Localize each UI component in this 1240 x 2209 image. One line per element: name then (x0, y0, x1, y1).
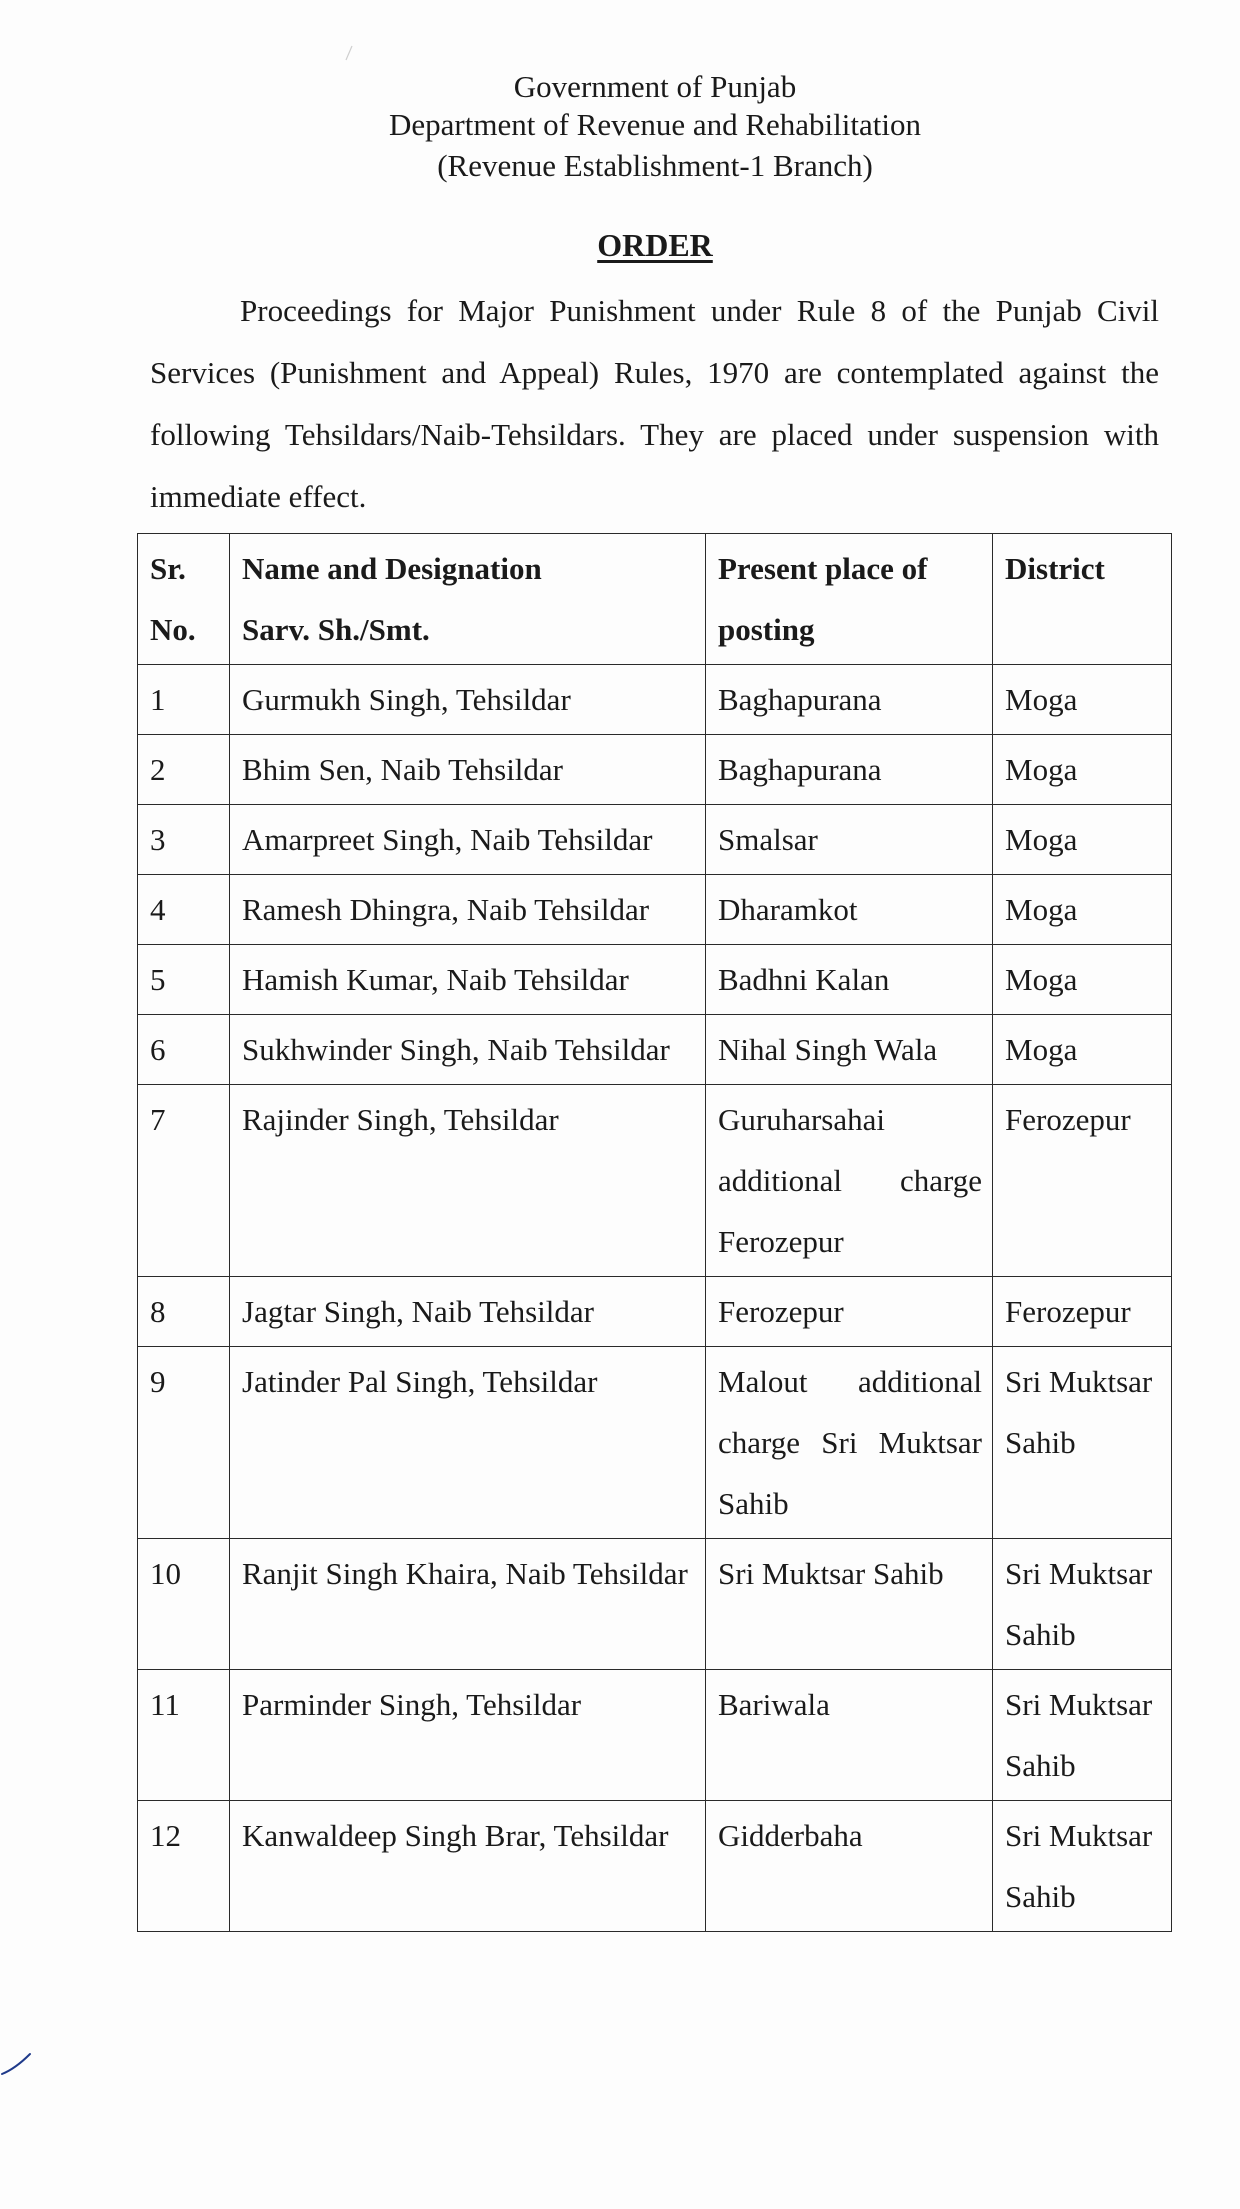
cell-posting: Baghapurana (706, 665, 993, 735)
cell-district: Sri Muktsar Sahib (993, 1801, 1172, 1932)
cell-district: Ferozepur (993, 1277, 1172, 1347)
table-row (138, 1801, 1172, 1932)
table-row (138, 665, 1172, 735)
cell-name: Rajinder Singh, Tehsildar (230, 1085, 706, 1277)
cell-sr: 2 (138, 735, 230, 805)
table-row (138, 805, 1172, 875)
cell-name: Parminder Singh, Tehsildar (230, 1670, 706, 1801)
scan-mark (342, 44, 356, 64)
header-department: Department of Revenue and Rehabilitation (389, 107, 921, 142)
cell-posting: Malout additional charge Sri Muktsar Sahib (706, 1347, 993, 1539)
cell-posting: Bariwala (706, 1670, 993, 1801)
header-sr-label: Sr. (150, 551, 186, 586)
cell-district: Moga (993, 875, 1172, 945)
cell-name: Jatinder Pal Singh, Tehsildar (230, 1347, 706, 1539)
signature-stroke (0, 2040, 40, 2080)
suspension-table (137, 533, 1172, 1932)
cell-name: Sukhwinder Singh, Naib Tehsildar (230, 1015, 706, 1085)
cell-name: Amarpreet Singh, Naib Tehsildar (230, 805, 706, 875)
cell-name: Ranjit Singh Khaira, Naib Tehsildar (230, 1539, 706, 1670)
header-name-designation (230, 534, 706, 665)
cell-sr: 8 (138, 1277, 230, 1347)
cell-posting: Dharamkot (706, 875, 993, 945)
cell-posting: Guruharsahai additional charge Ferozepur (706, 1085, 993, 1277)
cell-district: Moga (993, 945, 1172, 1015)
cell-sr: 11 (138, 1670, 230, 1801)
table-row (138, 1277, 1172, 1347)
cell-sr: 5 (138, 945, 230, 1015)
cell-name: Kanwaldeep Singh Brar, Tehsildar (230, 1801, 706, 1932)
cell-posting: Sri Muktsar Sahib (706, 1539, 993, 1670)
cell-sr: 9 (138, 1347, 230, 1539)
table-header-row (138, 534, 1172, 665)
cell-posting: Gidderbaha (706, 1801, 993, 1932)
order-title: ORDER (597, 227, 713, 263)
cell-posting: Baghapurana (706, 735, 993, 805)
cell-posting: Smalsar (706, 805, 993, 875)
cell-posting: Ferozepur (706, 1277, 993, 1347)
cell-posting: Nihal Singh Wala (706, 1015, 993, 1085)
cell-name: Bhim Sen, Naib Tehsildar (230, 735, 706, 805)
header-sarv-label: Sarv. Sh./Smt. (242, 612, 430, 647)
header-district: District (993, 534, 1172, 665)
cell-district: Moga (993, 735, 1172, 805)
cell-name: Jagtar Singh, Naib Tehsildar (230, 1277, 706, 1347)
cell-district: Sri Muktsar Sahib (993, 1539, 1172, 1670)
cell-name: Hamish Kumar, Naib Tehsildar (230, 945, 706, 1015)
cell-district: Sri Muktsar Sahib (993, 1347, 1172, 1539)
cell-sr: 3 (138, 805, 230, 875)
cell-sr: 7 (138, 1085, 230, 1277)
header-government: Government of Punjab (513, 69, 797, 104)
cell-name: Ramesh Dhingra, Naib Tehsildar (230, 875, 706, 945)
cell-district: Moga (993, 805, 1172, 875)
cell-posting: Badhni Kalan (706, 945, 993, 1015)
header-branch: (Revenue Establishment-1 Branch) (437, 148, 873, 183)
order-paragraph: Proceedings for Major Punishment under Rule 8 of the Punjab Civil Services (Punishment and Appeal) Rules, 1970 are contemplated against the following Tehsildars/Naib-Tehsildars. They are placed under suspension with immediate effect. (150, 293, 1159, 514)
table-row (138, 1015, 1172, 1085)
cell-sr: 6 (138, 1015, 230, 1085)
cell-district: Moga (993, 1015, 1172, 1085)
table-row (138, 875, 1172, 945)
header-posting: Present place of posting (706, 534, 993, 665)
table-row (138, 1670, 1172, 1801)
cell-name: Gurmukh Singh, Tehsildar (230, 665, 706, 735)
cell-district: Moga (993, 665, 1172, 735)
cell-district: Ferozepur (993, 1085, 1172, 1277)
table-row (138, 945, 1172, 1015)
header-no-label: No. (150, 612, 196, 647)
cell-district: Sri Muktsar Sahib (993, 1670, 1172, 1801)
cell-sr: 12 (138, 1801, 230, 1932)
cell-sr: 4 (138, 875, 230, 945)
header-sr-no (138, 534, 230, 665)
cell-sr: 1 (138, 665, 230, 735)
cell-sr: 10 (138, 1539, 230, 1670)
header-name-label: Name and Designation (242, 551, 542, 586)
table-row (138, 1085, 1172, 1277)
table-row (138, 1539, 1172, 1670)
table-row (138, 1347, 1172, 1539)
table-row (138, 735, 1172, 805)
